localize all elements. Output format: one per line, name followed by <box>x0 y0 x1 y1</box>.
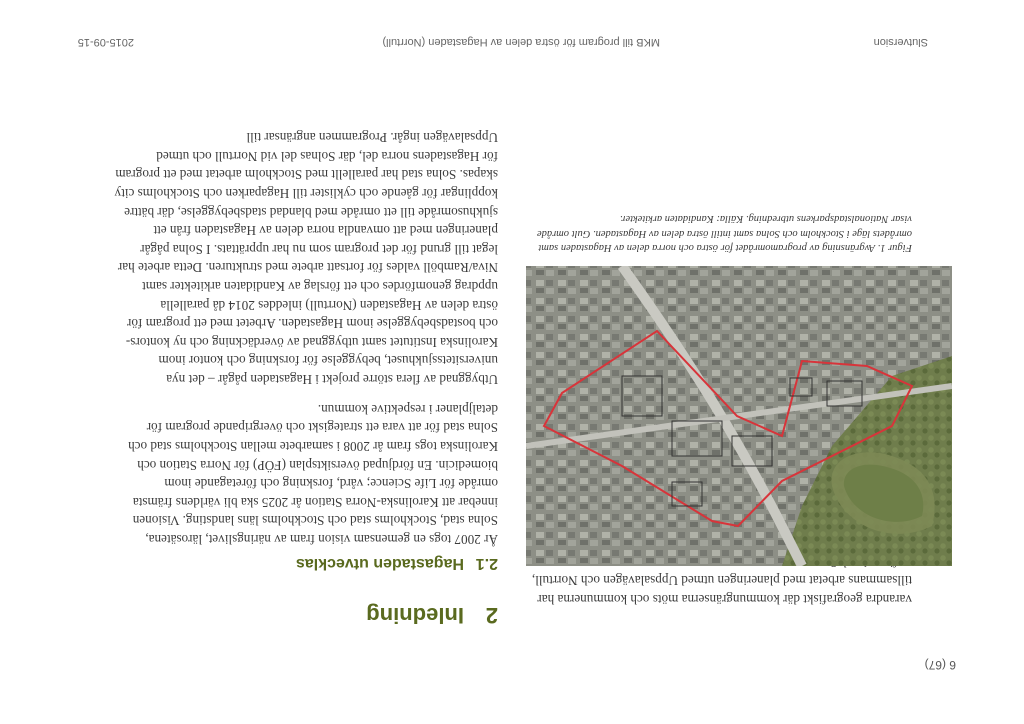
right-column-text: varandra geografiskt där kommungränserna möts och kommunerna har tillsammans arbetat med planeringen utmed Uppsalavägen och Norrtull, <box>531 573 912 607</box>
section-title: Hagastaden utvecklas <box>295 555 464 572</box>
section-heading <box>296 554 498 572</box>
figure-caption: Figur 1. Avgränsning av programområdet för östra och norra delen av Hagastaden samt områdets läge i Stockholm och Solna samt intill östra delen av Hagastaden. Gult område visar Nationalstadsparkens utbredning. Källa: Kandidaten arkitekter. <box>536 213 912 253</box>
chapter-heading <box>366 602 498 628</box>
aerial-map-figure <box>526 266 952 566</box>
chapter-number: 2 <box>485 603 498 628</box>
chapter-title: Inledning <box>366 603 464 628</box>
paragraph-2: Utbyggnad av flera större projekt i Hagastaden pågår – det nya universitetssjukhuset, bebyggelse för forskning och kontor inom Karolinska Institutet samt utbyggnad av överdäckning och ny kontors- och bostadsbebyggelse inom Hagastaden. Arbetet med ett program för östra delen av Hagastaden (Norrtull) inleddes 2014 då parallella uppdrag genomfördes och ett förslag av Kandidaten arkitekter samt Niva/Ramböll valdes för fortsatt arbete med strukturen. Detta arbete har legat till grund för det program som nu har upprättats. I Solna pågår planeringen med att omvandla norra delen av Hagastaden från ett sjukhusområde till ett område med blandad stadsbebyggelse, där bättre kopplingar för gående och cyklister till Hagaparken och Stockholms city skapas. Solna stad har parallellt med Stockholm arbetat med ett program för Hagastadens norra del, där Solnas del vid Norrtull och utmed Uppsalavägen ingår. Programmen angränsar till <box>114 130 498 387</box>
paragraph-1: År 2007 togs en gemensam vision fram av näringslivet, lärosätena, Solna stad, Stockholms stad och Stockholms läns landsting. Visionen innebar att Karolinska-Norra Station år 2025 ska bli världens främsta område för Life Science; vård, forskning och företagande inom biomedicin. En fördjupad översiktsplan (FÖP) för Norra Station och Karolinska togs fram år 2008 i samarbete mellan Stockholms stad och Solna stad för att vara ett strategiskt och övergripande program för detaljplaner i respektive kommun. <box>128 401 498 547</box>
footer-version: Slutversion <box>873 36 928 48</box>
page-number: 6 (67) <box>924 658 956 672</box>
section-number: 2.1 <box>475 555 498 572</box>
footer-date: 2015-09-15 <box>77 36 134 48</box>
page-footer <box>0 28 1024 52</box>
footer-title: MKB till program för östra delen av Hagastaden (Norrtull) <box>382 36 660 48</box>
